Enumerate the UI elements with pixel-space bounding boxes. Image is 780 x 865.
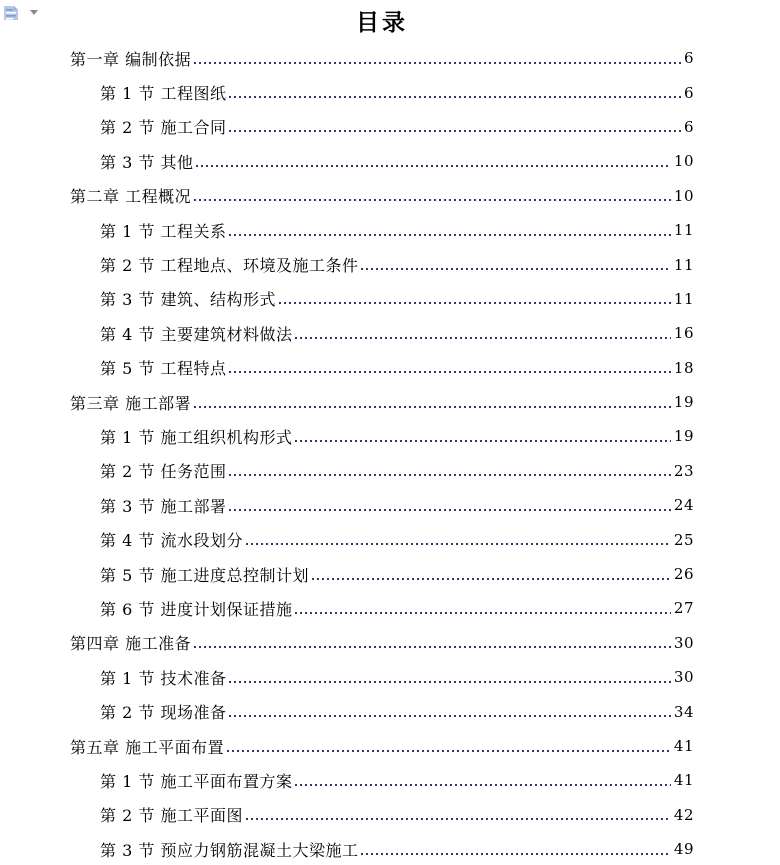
dot-leader: [229, 681, 670, 683]
toc-entry[interactable]: [70, 798, 694, 832]
dot-leader: [194, 199, 671, 201]
toc-entry-page-number: 30: [673, 633, 694, 652]
toc-entry-page-number: 42: [673, 805, 694, 824]
toc-entry-label: 第 3 节 预应力钢筋混凝土大梁施工: [100, 840, 359, 860]
dot-leader: [246, 543, 671, 545]
toc-entry-label: 第 2 节 工程地点、环境及施工条件: [100, 256, 359, 276]
dot-leader: [361, 853, 670, 855]
toc-entry[interactable]: [70, 351, 694, 385]
toc-entry[interactable]: [70, 247, 694, 281]
toc-entry-label: 第二章 工程概况: [70, 187, 192, 207]
toc-entry[interactable]: [70, 660, 694, 694]
toc-entry-label: 第一章 编制依据: [70, 49, 192, 69]
toc-entry-page-number: 10: [673, 152, 694, 171]
toc-entry-label: 第 4 节 流水段划分: [100, 531, 243, 551]
dot-leader: [361, 268, 670, 270]
toc-entry[interactable]: [70, 694, 694, 728]
toc-entry-page-number: 10: [673, 186, 694, 205]
toc-entry-label: 第 5 节 施工进度总控制计划: [100, 565, 309, 585]
toc-entry-label: 第 1 节 施工组织机构形式: [100, 427, 293, 447]
toc-entry[interactable]: [70, 419, 694, 453]
dot-leader: [295, 337, 670, 339]
toc-entry-label: 第四章 施工准备: [70, 634, 192, 654]
toc-entry-label: 第 3 节 其他: [100, 152, 194, 172]
toc-entry-label: 第 4 节 主要建筑材料做法: [100, 324, 293, 344]
toc-entry-page-number: 6: [683, 49, 694, 68]
toc-entry-page-number: 18: [673, 358, 694, 377]
toc-entry-page-number: 34: [673, 702, 694, 721]
paste-options-widget[interactable]: [2, 2, 38, 22]
dot-leader: [246, 818, 671, 820]
toc-entry[interactable]: [70, 75, 694, 109]
toc-entry[interactable]: [70, 626, 694, 660]
dot-leader: [194, 406, 671, 408]
toc-list: [70, 41, 694, 865]
toc-entry-label: 第五章 施工平面布置: [70, 737, 225, 757]
toc-entry-page-number: 49: [673, 840, 694, 859]
dot-leader: [227, 750, 671, 752]
dot-leader: [295, 440, 670, 442]
toc-entry[interactable]: [70, 832, 694, 865]
toc-entry[interactable]: [70, 213, 694, 247]
toc-entry[interactable]: [70, 522, 694, 556]
toc-entry-page-number: 41: [673, 771, 694, 790]
dot-leader: [196, 165, 670, 167]
toc-entry-page-number: 11: [673, 221, 694, 240]
toc-entry[interactable]: [70, 454, 694, 488]
toc-entry-page-number: 24: [673, 496, 694, 515]
toc-entry-label: 第 1 节 施工平面布置方案: [100, 771, 293, 791]
chevron-down-icon[interactable]: [30, 10, 38, 15]
toc-entry-label: 第 6 节 进度计划保证措施: [100, 599, 293, 619]
dot-leader: [295, 612, 670, 614]
toc-entry-label: 第 1 节 工程关系: [100, 221, 227, 241]
toc-entry[interactable]: [70, 316, 694, 350]
toc-entry-page-number: 11: [673, 255, 694, 274]
toc-entry-page-number: 16: [673, 324, 694, 343]
toc-entry-page-number: 27: [673, 599, 694, 618]
dot-leader: [229, 130, 681, 132]
toc-entry-label: 第 2 节 施工平面图: [100, 806, 243, 826]
toc-entry[interactable]: [70, 144, 694, 178]
toc-entry[interactable]: [70, 179, 694, 213]
dot-leader: [229, 371, 670, 373]
toc-entry[interactable]: [70, 488, 694, 522]
toc-entry[interactable]: [70, 763, 694, 797]
toc-entry-label: 第 5 节 工程特点: [100, 359, 227, 379]
toc-entry-page-number: 6: [683, 117, 694, 136]
paste-clipboard-icon[interactable]: [2, 2, 22, 22]
toc-entry[interactable]: [70, 110, 694, 144]
toc-entry-page-number: 41: [673, 737, 694, 755]
dot-leader: [229, 715, 670, 717]
dot-leader: [279, 302, 671, 304]
toc-entry-label: 第 2 节 施工合同: [100, 118, 227, 138]
toc-entry-page-number: 23: [673, 461, 694, 480]
toc-entry-label: 第 3 节 建筑、结构形式: [100, 290, 276, 310]
toc-entry-label: 第 3 节 施工部署: [100, 496, 227, 516]
toc-entry-page-number: 11: [673, 289, 694, 308]
toc-entry-label: 第 2 节 任务范围: [100, 462, 227, 482]
toc-entry-page-number: 26: [673, 565, 694, 584]
toc-entry-page-number: 6: [683, 83, 694, 102]
dot-leader: [229, 509, 670, 511]
dot-leader: [295, 784, 670, 786]
toc-entry[interactable]: [70, 282, 694, 316]
dot-leader: [312, 578, 671, 580]
toc-entry[interactable]: [70, 41, 694, 75]
toc-entry-label: 第三章 施工部署: [70, 393, 192, 413]
toc-entry-label: 第 2 节 现场准备: [100, 703, 227, 723]
toc-entry-page-number: 19: [673, 393, 694, 412]
toc-entry-label: 第 1 节 工程图纸: [100, 84, 227, 104]
toc-entry-page-number: 25: [673, 530, 694, 549]
toc-title: 目录: [356, 9, 408, 36]
dot-leader: [229, 474, 670, 476]
toc-entry[interactable]: [70, 385, 694, 419]
dot-leader: [229, 96, 681, 98]
dot-leader: [194, 646, 671, 648]
toc-entry[interactable]: [70, 729, 694, 763]
toc-entry[interactable]: [70, 557, 694, 591]
dot-leader: [194, 62, 681, 64]
toc-entry-page-number: 19: [673, 427, 694, 446]
dot-leader: [229, 234, 670, 236]
toc-entry[interactable]: [70, 591, 694, 625]
toc-entry-label: 第 1 节 技术准备: [100, 668, 227, 688]
toc-entry-page-number: 30: [673, 668, 694, 687]
